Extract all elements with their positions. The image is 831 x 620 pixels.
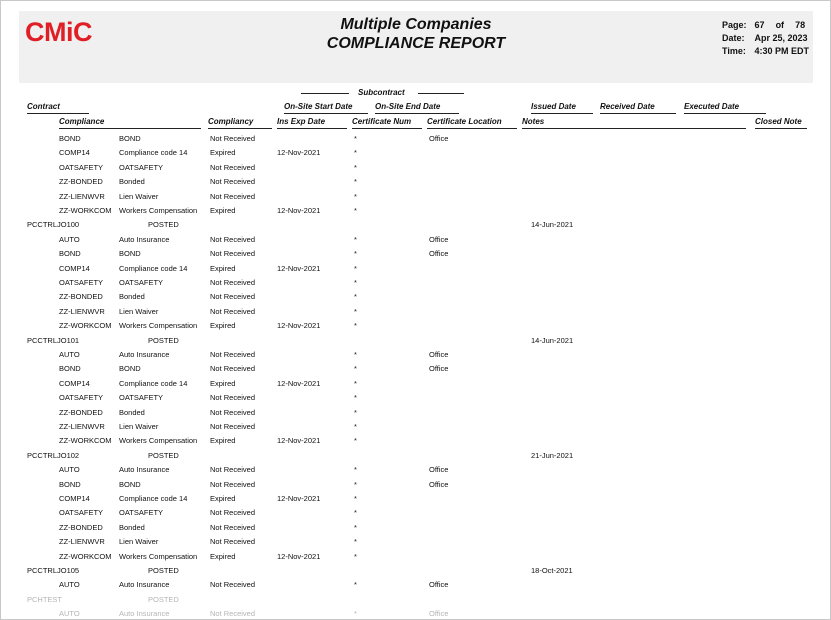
compliance-code: BOND bbox=[59, 479, 81, 489]
compliancy-status: Not Received bbox=[210, 292, 256, 302]
compliance-description: Bonded bbox=[119, 177, 145, 187]
subcontract-rule-left bbox=[301, 93, 349, 94]
compliance-code: ZZ-WORKCOM bbox=[59, 321, 112, 331]
ins-exp-date: 12-Nov-2021 bbox=[277, 321, 321, 331]
certificate-location: Office bbox=[429, 465, 449, 475]
certificate-num: * bbox=[354, 191, 357, 201]
compliance-row bbox=[1, 190, 830, 204]
ins-exp-date: 12-Nov-2021 bbox=[277, 494, 321, 503]
compliancy-status: Expired bbox=[210, 551, 236, 561]
compliance-description: OATSAFETY bbox=[119, 393, 164, 403]
certificate-location: Office bbox=[429, 249, 449, 259]
certificate-location: Office bbox=[429, 134, 449, 143]
ins-exp-rule bbox=[277, 128, 347, 129]
ins-exp-date: 12-Nov-2021 bbox=[277, 551, 321, 561]
certificate-location: Office bbox=[429, 364, 449, 374]
issued-date: 14-Jun-2021 bbox=[531, 220, 574, 230]
compliancy-status: Not Received bbox=[210, 234, 256, 244]
compliance-description: BOND bbox=[119, 479, 141, 489]
time-label: Time: bbox=[722, 46, 746, 56]
contract-status: POSTED bbox=[148, 220, 179, 230]
compliance-code: AUTO bbox=[59, 580, 80, 590]
compliance-row bbox=[1, 146, 830, 160]
compliancy-status: Not Received bbox=[210, 537, 256, 547]
compliance-code: ZZ-WORKCOM bbox=[59, 436, 112, 446]
compliance-row bbox=[1, 276, 830, 290]
company-title: Multiple Companies bbox=[340, 16, 492, 33]
compliancy-status: Not Received bbox=[210, 162, 256, 172]
contract-row bbox=[1, 593, 830, 607]
compliance-row bbox=[1, 161, 830, 175]
compliance-row bbox=[1, 247, 830, 261]
compliance-description: BOND bbox=[119, 249, 141, 259]
compliance-row bbox=[1, 290, 830, 304]
received-rule bbox=[600, 113, 676, 114]
ins-exp-date: 12-Nov-2021 bbox=[277, 378, 321, 388]
compliancy-status: Expired bbox=[210, 378, 236, 388]
certificate-location: Office bbox=[429, 234, 449, 244]
compliance-code: OATSAFETY bbox=[59, 393, 104, 403]
compliancy-status: Not Received bbox=[210, 522, 256, 532]
certificate-location: Office bbox=[429, 350, 449, 359]
certificate-num: * bbox=[354, 263, 357, 273]
compliancy-status: Not Received bbox=[210, 580, 256, 590]
compliance-code: BOND bbox=[59, 134, 81, 143]
certificate-num: * bbox=[354, 177, 357, 187]
time-value: 4:30 PM EDT bbox=[754, 46, 810, 56]
contract-row bbox=[1, 218, 830, 232]
compliance-code: COMP14 bbox=[59, 148, 90, 158]
compliancy-rule bbox=[208, 128, 272, 129]
cert-loc-rule bbox=[427, 128, 517, 129]
col-compliancy: Compliancy bbox=[208, 117, 254, 126]
compliance-code: ZZ-BONDED bbox=[59, 407, 103, 417]
col-notes: Notes bbox=[522, 117, 545, 126]
compliance-description: OATSAFETY bbox=[119, 278, 164, 287]
compliance-description: Auto Insurance bbox=[119, 580, 170, 590]
compliance-code: OATSAFETY bbox=[59, 278, 104, 287]
col-contract: Contract bbox=[27, 102, 60, 111]
col-subcontract: Subcontract bbox=[358, 88, 405, 97]
compliance-description: Bonded bbox=[119, 522, 145, 532]
compliance-description: BOND bbox=[119, 364, 141, 374]
compliance-row bbox=[1, 377, 830, 391]
compliancy-status: Not Received bbox=[210, 364, 256, 374]
contract-code: PCCTRLJO100 bbox=[27, 220, 80, 230]
compliance-row bbox=[1, 204, 830, 218]
certificate-num: * bbox=[354, 551, 357, 561]
compliancy-status: Not Received bbox=[210, 191, 256, 201]
compliancy-status: Expired bbox=[210, 321, 236, 331]
certificate-num: * bbox=[354, 580, 357, 590]
compliancy-status: Not Received bbox=[210, 249, 256, 259]
ins-exp-date: 12-Nov-2021 bbox=[277, 148, 321, 158]
compliance-description: Lien Waiver bbox=[119, 422, 159, 431]
compliance-row bbox=[1, 262, 830, 276]
compliancy-status: Not Received bbox=[210, 278, 256, 287]
compliance-row bbox=[1, 521, 830, 535]
compliance-code: ZZ-WORKCOM bbox=[59, 551, 112, 561]
issued-rule bbox=[531, 113, 593, 114]
date-value: Apr 25, 2023 bbox=[754, 33, 808, 43]
compliance-code: COMP14 bbox=[59, 494, 90, 503]
certificate-num: * bbox=[354, 364, 357, 374]
compliance-description: Compliance code 14 bbox=[119, 378, 188, 388]
compliance-code: ZZ-BONDED bbox=[59, 292, 103, 302]
compliance-code: COMP14 bbox=[59, 263, 90, 273]
compliance-row bbox=[1, 175, 830, 189]
compliance-description: Workers Compensation bbox=[119, 436, 198, 446]
compliancy-status: Expired bbox=[210, 206, 236, 215]
certificate-num: * bbox=[354, 350, 357, 359]
compliancy-status: Not Received bbox=[210, 407, 256, 417]
compliancy-status: Not Received bbox=[210, 134, 256, 143]
report-meta bbox=[722, 19, 809, 58]
compliancy-status: Not Received bbox=[210, 393, 256, 403]
certificate-num: * bbox=[354, 321, 357, 331]
compliance-code: COMP14 bbox=[59, 378, 90, 388]
compliance-code: ZZ-LIENWVR bbox=[59, 306, 105, 316]
col-cert-loc: Certificate Location bbox=[427, 117, 502, 126]
onsite-start-rule bbox=[284, 113, 368, 114]
compliance-description: Workers Compensation bbox=[119, 551, 198, 561]
compliancy-status: Expired bbox=[210, 494, 236, 503]
certificate-num: * bbox=[354, 234, 357, 244]
compliance-code: BOND bbox=[59, 364, 81, 374]
certificate-num: * bbox=[354, 292, 357, 302]
col-issued: Issued Date bbox=[531, 102, 576, 111]
ins-exp-date: 12-Nov-2021 bbox=[277, 436, 321, 446]
contract-status: POSTED bbox=[148, 335, 179, 345]
compliance-description: Lien Waiver bbox=[119, 191, 159, 201]
certificate-num: * bbox=[354, 249, 357, 259]
compliance-code: ZZ-BONDED bbox=[59, 522, 103, 532]
col-cert-num: Certificate Num bbox=[352, 117, 412, 126]
compliancy-status: Expired bbox=[210, 148, 236, 158]
ins-exp-date: 12-Nov-2021 bbox=[277, 263, 321, 273]
col-compliance: Compliance bbox=[59, 117, 105, 126]
compliance-row bbox=[1, 506, 830, 520]
certificate-num: * bbox=[354, 537, 357, 547]
certificate-num: * bbox=[354, 522, 357, 532]
col-received: Received Date bbox=[600, 102, 655, 111]
certificate-num: * bbox=[354, 162, 357, 172]
page-number: 67 bbox=[754, 20, 765, 30]
compliancy-status: Not Received bbox=[210, 508, 256, 518]
page-label: Page: bbox=[722, 20, 747, 30]
compliance-description: Workers Compensation bbox=[119, 206, 198, 215]
col-executed: Executed Date bbox=[684, 102, 740, 111]
compliance-row bbox=[1, 233, 830, 247]
compliance-row bbox=[1, 550, 830, 564]
compliance-description: Lien Waiver bbox=[119, 537, 159, 547]
certificate-num: * bbox=[354, 206, 357, 215]
certificate-num: * bbox=[354, 148, 357, 158]
cert-num-rule bbox=[352, 128, 422, 129]
compliance-description: Auto Insurance bbox=[119, 609, 170, 619]
certificate-num: * bbox=[354, 393, 357, 403]
compliance-code: AUTO bbox=[59, 465, 80, 475]
col-onsite-end: On-Site End Date bbox=[375, 102, 441, 111]
compliance-code: ZZ-WORKCOM bbox=[59, 206, 112, 215]
contract-row bbox=[1, 334, 830, 348]
compliancy-status: Not Received bbox=[210, 479, 256, 489]
contract-row bbox=[1, 564, 830, 578]
contract-status: POSTED bbox=[148, 594, 179, 604]
compliancy-status: Expired bbox=[210, 263, 236, 273]
compliance-description: Auto Insurance bbox=[119, 465, 170, 475]
compliance-row bbox=[1, 348, 830, 362]
contract-code: PCHTEST bbox=[27, 594, 63, 604]
compliance-description: Workers Compensation bbox=[119, 321, 198, 331]
certificate-num: * bbox=[354, 508, 357, 518]
report-titles bbox=[19, 16, 813, 53]
compliance-description: BOND bbox=[119, 134, 141, 143]
certificate-num: * bbox=[354, 465, 357, 475]
certificate-num: * bbox=[354, 134, 357, 143]
issued-date: 18-Oct-2021 bbox=[531, 566, 573, 575]
compliance-rule bbox=[59, 128, 201, 129]
compliance-row bbox=[1, 478, 830, 492]
compliancy-status: Not Received bbox=[210, 177, 256, 187]
onsite-end-rule bbox=[375, 113, 459, 114]
compliance-description: Compliance code 14 bbox=[119, 263, 188, 273]
page-of: of bbox=[775, 20, 785, 30]
compliance-row bbox=[1, 132, 830, 146]
compliance-code: BOND bbox=[59, 249, 81, 259]
certificate-num: * bbox=[354, 407, 357, 417]
compliance-description: Auto Insurance bbox=[119, 350, 170, 359]
compliance-code: ZZ-LIENWVR bbox=[59, 191, 105, 201]
cmic-logo: CMiC bbox=[25, 17, 92, 47]
compliance-row bbox=[1, 319, 830, 333]
compliance-description: Compliance code 14 bbox=[119, 494, 188, 503]
certificate-location: Office bbox=[429, 609, 449, 619]
date-info bbox=[722, 32, 809, 45]
executed-rule bbox=[684, 113, 766, 114]
certificate-num: * bbox=[354, 436, 357, 446]
compliance-code: AUTO bbox=[59, 234, 80, 244]
contract-code: PCCTRLJO101 bbox=[27, 335, 80, 345]
compliance-code: ZZ-BONDED bbox=[59, 177, 103, 187]
contract-rule bbox=[27, 113, 89, 114]
compliance-code: ZZ-LIENWVR bbox=[59, 537, 105, 547]
certificate-location: Office bbox=[429, 479, 449, 489]
compliance-description: OATSAFETY bbox=[119, 162, 164, 172]
compliancy-status: Not Received bbox=[210, 306, 256, 316]
compliance-description: OATSAFETY bbox=[119, 508, 164, 518]
col-ins-exp: Ins Exp Date bbox=[277, 117, 326, 126]
compliance-description: Bonded bbox=[119, 407, 145, 417]
compliance-row bbox=[1, 420, 830, 434]
certificate-num: * bbox=[354, 306, 357, 316]
page-total: 78 bbox=[795, 20, 806, 30]
compliance-row bbox=[1, 406, 830, 420]
compliance-code: OATSAFETY bbox=[59, 162, 104, 172]
issued-date: 21-Jun-2021 bbox=[531, 450, 574, 460]
date-label: Date: bbox=[722, 33, 745, 43]
col-onsite-start: On-Site Start Date bbox=[284, 102, 353, 111]
compliancy-status: Expired bbox=[210, 436, 236, 446]
page-info bbox=[722, 19, 809, 32]
certificate-location: Office bbox=[429, 580, 449, 590]
contract-code: PCCTRLJO105 bbox=[27, 566, 80, 575]
contract-status: POSTED bbox=[148, 450, 179, 460]
compliance-row bbox=[1, 463, 830, 477]
certificate-num: * bbox=[354, 378, 357, 388]
compliancy-status: Not Received bbox=[210, 422, 256, 431]
contract-status: POSTED bbox=[148, 566, 179, 575]
compliance-code: AUTO bbox=[59, 609, 80, 619]
notes-rule bbox=[522, 128, 746, 129]
compliance-row bbox=[1, 434, 830, 448]
compliance-row bbox=[1, 578, 830, 592]
compliance-code: AUTO bbox=[59, 350, 80, 359]
report-title: COMPLIANCE REPORT bbox=[326, 35, 506, 52]
compliance-description: Bonded bbox=[119, 292, 145, 302]
time-info bbox=[722, 45, 809, 58]
compliancy-status: Not Received bbox=[210, 350, 256, 359]
compliance-row bbox=[1, 607, 830, 620]
compliance-row bbox=[1, 492, 830, 506]
compliance-row bbox=[1, 391, 830, 405]
compliancy-status: Not Received bbox=[210, 609, 256, 619]
compliancy-status: Not Received bbox=[210, 465, 256, 475]
certificate-num: * bbox=[354, 422, 357, 431]
contract-row bbox=[1, 449, 830, 463]
certificate-num: * bbox=[354, 479, 357, 489]
certificate-num: * bbox=[354, 494, 357, 503]
compliance-row bbox=[1, 535, 830, 549]
certificate-num: * bbox=[354, 278, 357, 287]
compliance-description: Lien Waiver bbox=[119, 306, 159, 316]
report-header bbox=[19, 11, 813, 83]
compliance-row bbox=[1, 305, 830, 319]
ins-exp-date: 12-Nov-2021 bbox=[277, 206, 321, 215]
contract-code: PCCTRLJO102 bbox=[27, 450, 80, 460]
closed-note-rule bbox=[755, 128, 807, 129]
subcontract-rule-right bbox=[418, 93, 464, 94]
compliance-code: ZZ-LIENWVR bbox=[59, 422, 105, 431]
compliance-description: Auto Insurance bbox=[119, 234, 170, 244]
issued-date: 14-Jun-2021 bbox=[531, 335, 574, 345]
compliance-row bbox=[1, 362, 830, 376]
col-closed-note: Closed Note bbox=[755, 117, 802, 126]
certificate-num: * bbox=[354, 609, 357, 619]
compliance-code: OATSAFETY bbox=[59, 508, 104, 518]
compliance-description: Compliance code 14 bbox=[119, 148, 188, 158]
